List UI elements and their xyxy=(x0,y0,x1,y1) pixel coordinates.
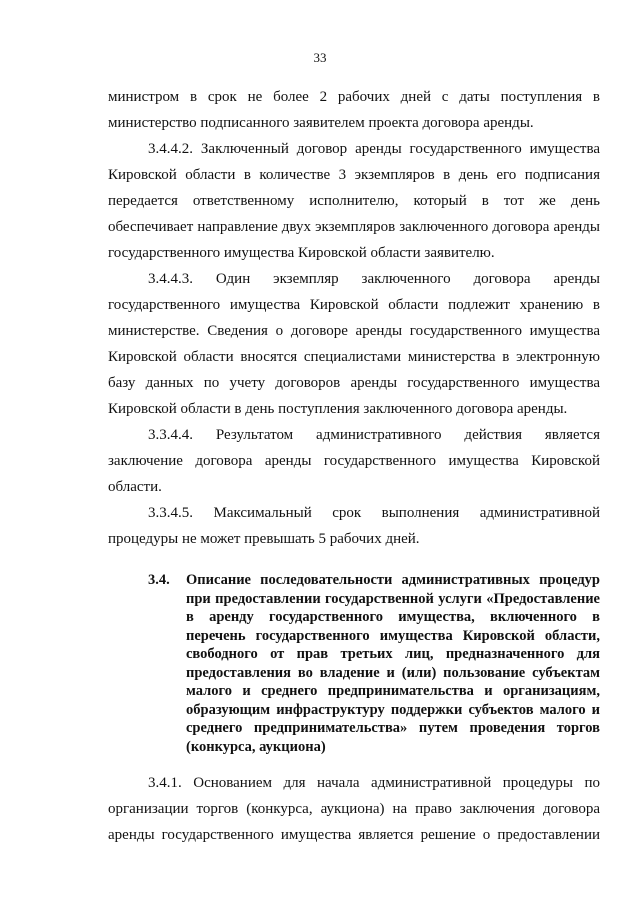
section-heading-text: Описание последовательности административных процедур при предоставлении государственной услуги «Предоставление в аренду государственного имущества, включенного в перечень государственного имущества Кировской области, свободного от прав третьих лиц, предназначенного для предоставления во владение и (или) пользование субъектам малого и среднего предпринимательства и организациям, образующим инфраструктуру поддержки субъектов малого и среднего предпринимательства» путем проведения торгов (конкурса, аукциона) xyxy=(186,572,600,755)
paragraph-3-4-1: 3.4.1. Основанием для начала административной процедуры по организации торгов (конкурса, аукциона) на право заключения договора аренды государственного имущества является решение о предоставлении xyxy=(108,775,600,843)
paragraph-3-4-4-2: 3.4.4.2. Заключенный договор аренды государственного имущества Кировской области в количестве 3 экземпляров в день его подписания передается ответственному исполнителю, который в тот же день обеспечивает направление двух экземпляров заключенного договора аренды государственного имущества Кировской области заявителю. xyxy=(108,141,600,261)
section-heading-number: 3.4. xyxy=(148,572,170,588)
section-heading-3-4 xyxy=(148,571,600,756)
document-body-bottom xyxy=(108,770,600,848)
paragraph-3-4-4-3: 3.4.4.3. Один экземпляр заключенного договора аренды государственного имущества Кировской области подлежит хранению в министерстве. Сведения о договоре аренды государственного имущества Кировской области вносятся специалистами министерства в электронную базу данных по учету договоров аренды государственного имущества Кировской области в день поступления заключенного договора аренды. xyxy=(108,271,600,417)
paragraph-3-3-4-4: 3.3.4.4. Результатом административного действия является заключение договора аренды государственного имущества Кировской области. xyxy=(108,427,600,495)
document-body-top xyxy=(108,84,600,552)
paragraph-continuation: министром в срок не более 2 рабочих дней с даты поступления в министерство подписанного заявителем проекта договора аренды. xyxy=(108,89,600,131)
page-number: 33 xyxy=(313,50,327,65)
paragraph-3-3-4-5: 3.3.4.5. Максимальный срок выполнения административной процедуры не может превышать 5 рабочих дней. xyxy=(108,505,600,547)
